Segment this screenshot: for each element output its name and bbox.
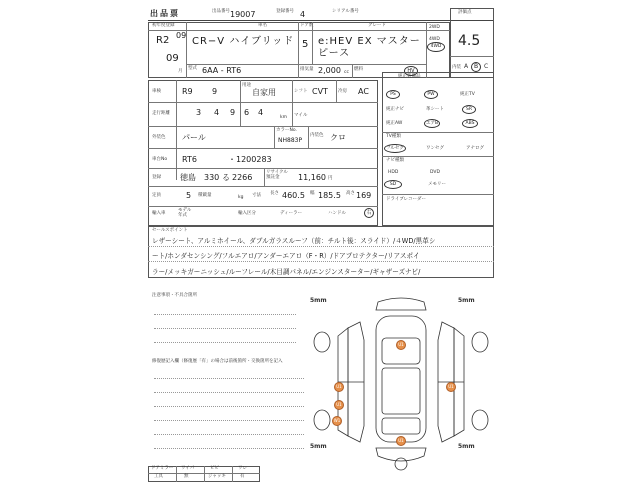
width-label: 幅 (310, 191, 315, 196)
height-value: 169 (356, 191, 372, 200)
interior-color: クロ (330, 133, 346, 142)
equip-abs: ABS (462, 119, 478, 128)
shift-label: シフト (294, 89, 308, 94)
inspection-value: R9 (182, 87, 193, 96)
month-value: 09 (166, 53, 179, 64)
form-title: 出品票 (150, 9, 180, 18)
recorder-label: ドライブレコーダー (386, 197, 427, 202)
car-name: CR−V ハイブリッド (192, 36, 295, 47)
damage-mark-4: W1 (332, 416, 342, 426)
ac-value: AC (358, 87, 369, 96)
use-label: 用途 (242, 83, 251, 88)
drive-2wd: 2WD (429, 25, 440, 30)
footer-h3: ビビ (210, 466, 219, 471)
tv-oneseg: ワンセグ (426, 146, 444, 151)
inspection-label: 車検 (152, 89, 161, 94)
equip-pw: PW (424, 90, 438, 99)
inspection-month: 9 (212, 87, 218, 96)
model-label: 型式 (188, 66, 197, 71)
length-value: 460.5 (282, 191, 305, 200)
name-label: 車名 (258, 23, 267, 28)
damage-mark-1: U1 (396, 340, 406, 350)
tread-rr: 5mm (458, 443, 475, 450)
damage-mark-2: U1 (334, 382, 344, 392)
interior-color-label: 内装色 (310, 133, 324, 138)
displacement-value: 2,000 (318, 66, 341, 75)
tv-fullseg: フルセグ (384, 144, 406, 153)
chassis-label: 車台No (152, 157, 168, 162)
tread-fl: 5mm (310, 297, 327, 304)
doors-value: 5 (302, 39, 309, 50)
footer-v4: 有 (240, 474, 245, 479)
tread-fr: 5mm (458, 297, 475, 304)
model-year-label: モデル年式 (178, 208, 192, 218)
interior-c: C (484, 63, 489, 70)
reg-num: 330 (204, 173, 220, 182)
sales-line-2: ート/ホンダセンシング/フルエアロ/アンダーエアロ（F・R）/ドアプロテクター/リアスポイ (152, 252, 420, 260)
equip-navi: 純正ナビ (386, 107, 404, 112)
chassis-number: ・1200283 (228, 155, 272, 164)
handle-label: ハンドル (328, 211, 346, 216)
color-value: パール (182, 133, 206, 142)
damage-mark-6: U1 (396, 436, 406, 446)
mileage-digit-2: 4 (214, 108, 220, 117)
sales-line-1: レザーシート、アルミホイール、ダブルガラスルーフ（前：チルト後：スライド）/４WD/黒革シ (152, 237, 436, 245)
recycle-unit: 円 (328, 176, 333, 181)
load-unit: kg (238, 195, 244, 200)
slot-label: 登録番号 (276, 9, 294, 14)
fuel-label: 燃料 (354, 67, 363, 72)
era-value: R2 (156, 35, 170, 46)
score-value: 4.5 (458, 33, 481, 49)
door-label: ドア数 (300, 23, 314, 28)
displacement-label: 排気量 (300, 67, 314, 72)
footer-h1: ドアミラー (151, 466, 174, 471)
shift-value: CVT (312, 87, 328, 96)
equipment-nav-label: 純正装備品 (398, 74, 421, 79)
navi-dvd: DVD (430, 170, 440, 175)
load-label: 積載量 (198, 193, 212, 198)
mileage-label: 走行距離 (152, 111, 170, 116)
fuel-hv-circled: HV (404, 66, 418, 76)
size-label: 寸法 (252, 193, 261, 198)
handle-right-circled: 右 (364, 208, 374, 218)
color-code: NH883P (278, 137, 303, 144)
recycle-value: 11,160 (298, 173, 326, 182)
interior-a: A (464, 63, 469, 70)
auction-sheet (148, 8, 494, 478)
equip-leather: 革シート (426, 107, 444, 112)
navi-memory: メモリー (428, 182, 446, 187)
mile-label: マイル (294, 113, 308, 118)
month-label: 月 (178, 69, 183, 74)
km-unit: km (280, 115, 287, 120)
footer-v3: ジャッキ (208, 474, 226, 479)
footer-h2: ワイパ (181, 466, 195, 471)
length-label: 長さ (270, 191, 279, 196)
reg-value: 徳島 (180, 173, 196, 182)
cc-unit: cc (344, 70, 349, 75)
sales-line-3: ラー/メッキガーニッシュ/ルーフレール/木目調パネル/エンジンスターター/ギャザーズナビ/ (152, 268, 421, 276)
tv-analog: アナログ (466, 146, 484, 151)
mileage-digit-4: 6 (244, 108, 250, 117)
navi-hdd: HDD (388, 170, 399, 175)
model-value: 6AA - RT6 (202, 66, 242, 75)
exhibit-no: 19007 (230, 10, 256, 19)
reg-label: 登録 (152, 175, 161, 180)
score-label: 評価点 (458, 10, 472, 15)
navi-sd: SD (384, 180, 402, 189)
capacity-label: 定員 (152, 193, 161, 198)
equip-aw: 純正AW (386, 121, 403, 126)
capacity-value: 5 (186, 191, 192, 200)
interior-label: 内装 (452, 65, 461, 70)
year-value: 09 (176, 31, 187, 40)
footer-v1: 工具 (154, 474, 163, 479)
sales-points-title: セールスポイント (152, 228, 188, 233)
slot-value: 4 (300, 10, 306, 19)
color-code-label: カラーNo. (276, 128, 297, 133)
dealer-label: ディーラー (280, 211, 303, 216)
width-value: 185.5 (318, 191, 341, 200)
recycle-label: リサイクル預託金 (266, 170, 288, 180)
height-label: 高さ (346, 191, 355, 196)
car-diagram (308, 296, 494, 472)
grade-value: e:HEV EX マスターピース (318, 36, 421, 59)
equip-sr: SR (462, 105, 476, 114)
footer-v2: 無 (184, 474, 189, 479)
interior-b-circled: B (471, 62, 481, 72)
exhibit-no-label: 出品番号 (212, 9, 230, 14)
sale-label: 輸入区分 (238, 211, 256, 216)
mileage-digit-1: 3 (196, 108, 202, 117)
repair-title: 修復歴記入欄（修復歴「有」の場合は前後箇所・交換箇所を記入 (152, 359, 283, 364)
color-label: 外装色 (152, 135, 166, 140)
vehicle-age-label: 初年度登録 (152, 23, 175, 28)
chassis-prefix: RT6 (182, 155, 197, 164)
grade-label: グレード (368, 23, 386, 28)
equip-ps: PS (386, 90, 400, 99)
equip-airbag: エアB (425, 121, 439, 126)
mileage-digit-3: 9 (230, 108, 236, 117)
tv-type-label: TV種類 (386, 134, 401, 139)
system-label: シリアル番号 (332, 9, 359, 14)
equip-tv: 純正TV (460, 92, 475, 97)
reg-digits: 2266 (232, 173, 253, 182)
use-value: 自家用 (252, 88, 276, 97)
import-label: 輸入車 (152, 211, 166, 216)
mileage-digit-5: 4 (258, 108, 264, 117)
navi-type-label: ナビ種類 (386, 158, 404, 163)
reg-kana: る (222, 173, 230, 182)
damage-mark-3: U1 (334, 400, 344, 410)
notes-title: 注意事項・不具合箇所 (152, 293, 197, 298)
damage-mark-5: U1 (446, 382, 456, 392)
tread-rl: 5mm (310, 443, 327, 450)
footer-h4: ワレ (238, 466, 247, 471)
drive-4wd-circled: 4WD (427, 42, 445, 52)
ac-label: 冷房 (338, 89, 347, 94)
drive-4wd-unused: 4WD (429, 37, 440, 42)
